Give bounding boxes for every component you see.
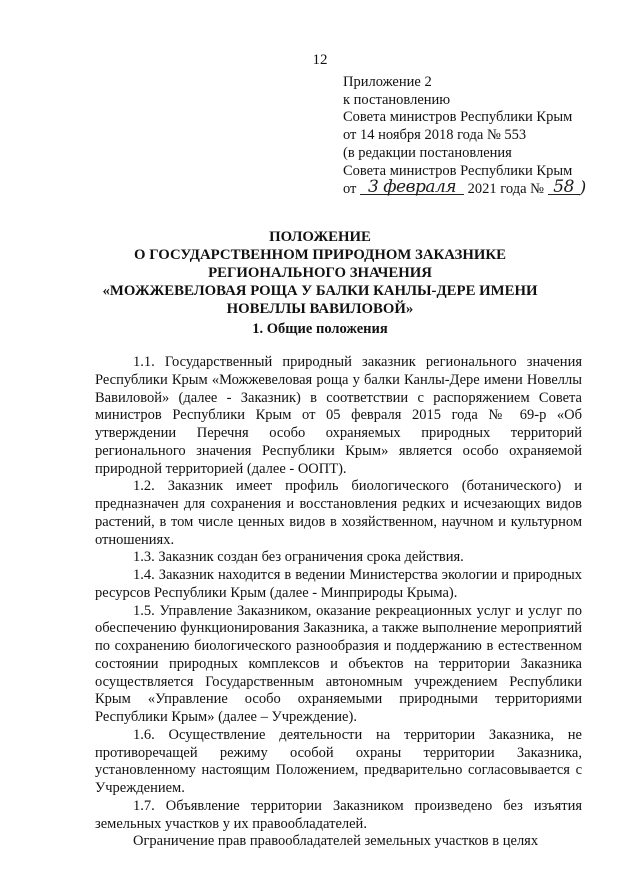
title-line: НОВЕЛЛЫ ВАВИЛОВОЙ» <box>226 301 414 317</box>
title-line: ПОЛОЖЕНИЕ <box>269 229 371 245</box>
document-body <box>95 354 582 851</box>
paragraph: 1.3. Заказник создан без ограничения срока действия. <box>133 549 464 566</box>
paragraph: 1.2. Заказник имеет профиль биологического (ботанического) и предназначен для сохранения и восстановления редких и исчезающих видов растений, в том числе ценных видов в хозяйственном, научном и культурном отношениях. <box>95 478 582 548</box>
title-line: О ГОСУДАРСТВЕННОМ ПРИРОДНОМ ЗАКАЗНИКЕ <box>134 247 506 263</box>
section-heading: 1. Общие положения <box>252 321 388 337</box>
annex-line: от 14 ноября 2018 года № 553 <box>343 127 527 144</box>
closing-paren: ) <box>579 178 586 199</box>
paragraph: 1.7. Объявление территории Заказником произведено без изъятия земельных участков у их правообладателей. <box>95 797 582 832</box>
title-line: РЕГИОНАЛЬНОГО ЗНАЧЕНИЯ <box>208 265 432 281</box>
handwritten-date: 3 февраля <box>360 180 464 195</box>
title-line: «МОЖЖЕВЕЛОВАЯ РОЩА У БАЛКИ КАНЛЫ-ДЕРЕ ИМЕНИ <box>102 283 538 299</box>
annex-line: (в редакции постановления <box>343 144 512 161</box>
date-prefix: от <box>343 181 357 198</box>
paragraph: 1.1. Государственный природный заказник регионального значения Республики Крым «Можжевеловая роща у балки Канлы-Дере имени Новеллы Вавиловой» (далее - Заказник) в соответствии с распоряжением Совета министров Республики Крым от 05 февраля 2015 года № 69-р «Об утверждении Перечня особо охраняемых природных территорий регионального значения Республики Крым» является особо охраняемой природной территорией (далее - ООПТ). <box>95 354 582 477</box>
handwritten-number: 58 <box>548 180 580 195</box>
date-suffix: 2021 года № <box>467 181 544 198</box>
paragraph: 1.6. Осуществление деятельности на территории Заказника, не противоречащей режиму особой охраны территории Заказника, установленному настоящим Положением, предварительно согласовывается с Учреждением. <box>95 726 582 796</box>
annex-line: Совета министров Республики Крым <box>343 162 573 179</box>
paragraph: 1.5. Управление Заказником, оказание рекреационных услуг и услуг по обеспечению функционирования Заказника, а также выполнение мероприятий по сохранению биологического разнообразия и поддержанию в естественном состоянии природных комплексов и объектов на территории Заказника осуществляется Государственным автономным учреждением Республики Крым «Управление особо охраняемыми природными территориями Республики Крым» (далее – Учреждение). <box>95 602 582 725</box>
annex-header <box>343 74 628 199</box>
paragraph: Ограничение прав правообладателей земельных участков в целях <box>133 833 539 850</box>
paragraph: 1.4. Заказник находится в ведении Министерства экологии и природных ресурсов Республики Крым (далее - Минприроды Крыма). <box>95 567 582 601</box>
annex-line: Приложение 2 <box>343 74 432 90</box>
annex-line: к постановлению <box>343 91 451 108</box>
annex-date-line <box>343 177 628 199</box>
annex-line: Совета министров Республики Крым <box>343 109 573 126</box>
page-number: 12 <box>312 52 328 68</box>
document-title <box>0 228 640 318</box>
